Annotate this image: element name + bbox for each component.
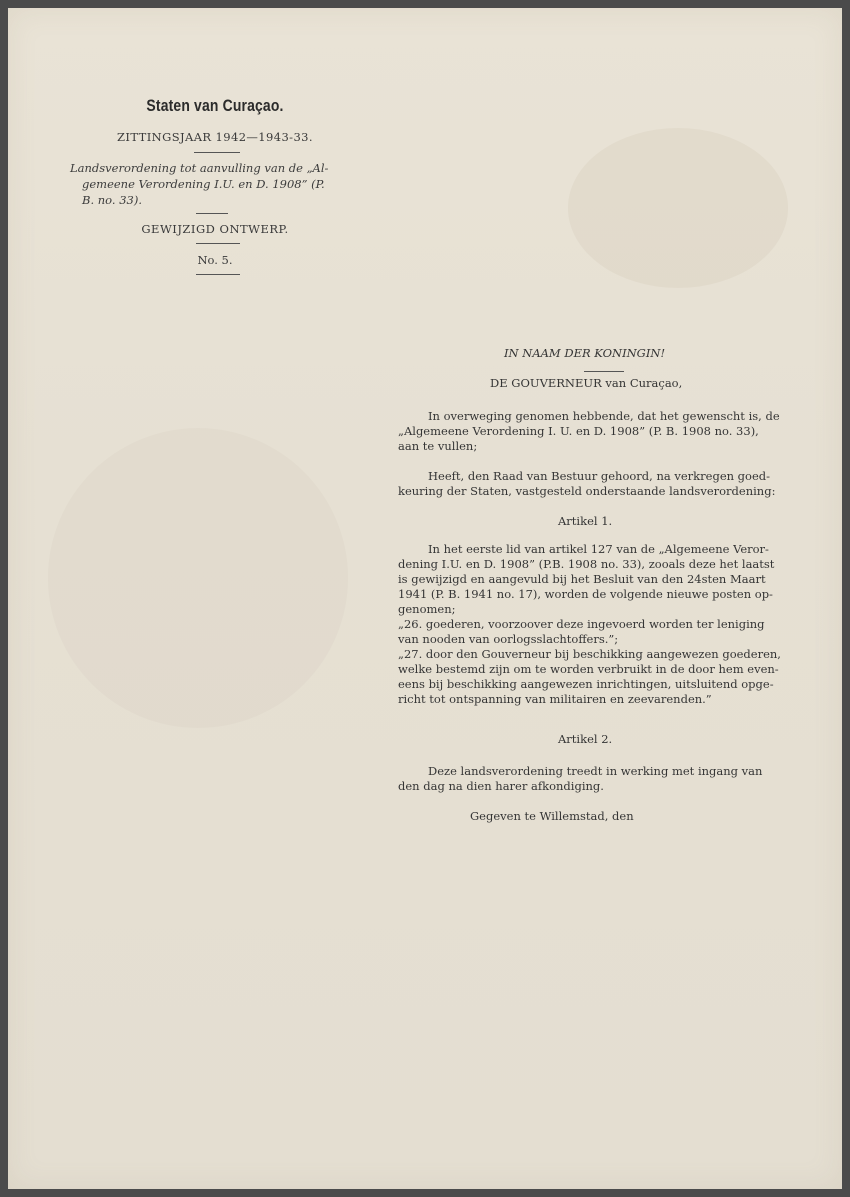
draft-label: GEWIJZIGD ONTWERP.	[141, 222, 289, 236]
bill-subject	[70, 160, 365, 208]
subject-line: Landsverordening tot aanvulling van de „Al-	[70, 161, 329, 175]
article-1-line: In het eerste lid van artikel 127 van de „Algemeene Veror-	[428, 542, 769, 556]
article-1-line: van nooden van oorlogsslachtoffers.”;	[398, 632, 619, 646]
parliament-title: Staten van Curaçao.	[146, 96, 284, 115]
divider	[196, 274, 240, 275]
closing-line: Gegeven te Willemstad, den	[470, 809, 634, 823]
article-1-line: „27. door den Gouverneur bij beschikking aangewezen goederen,	[398, 647, 781, 661]
considering-line: In overweging genomen hebbende, dat het gewenscht is, de	[428, 409, 780, 423]
article-2-line: Deze landsverordening treedt in werking met ingang van	[428, 764, 763, 778]
session-year: ZITTINGSJAAR 1942—1943-33.	[117, 130, 313, 144]
article-1-line: eens bij beschikking aangewezen inrichtingen, uitsluitend opge-	[398, 677, 774, 691]
subject-line: gemeene Verordening I.U. en D. 1908” (P.	[82, 177, 325, 191]
divider	[196, 213, 228, 214]
invocation: IN NAAM DER KONINGIN!	[504, 346, 666, 360]
divider	[584, 371, 624, 372]
article-1-line: welke bestemd zijn om te worden verbruikt in de door hem even-	[398, 662, 779, 676]
article-2-heading: Artikel 2.	[558, 732, 613, 746]
draft-number: No. 5.	[197, 253, 233, 267]
article-1-line: genomen;	[398, 602, 456, 616]
article-1-line: dening I.U. en D. 1908” (P.B. 1908 no. 33), zooals deze het laatst	[398, 557, 775, 571]
divider	[194, 152, 240, 153]
article-1-line: richt tot ontspanning van militairen en zeevarenden.”	[398, 692, 712, 706]
article-1-line: 1941 (P. B. 1941 no. 17), worden de volgende nieuwe posten op-	[398, 587, 773, 601]
article-1-line: is gewijzigd en aangevuld bij het Besluit van den 24sten Maart	[398, 572, 766, 586]
subject-line: B. no. 33).	[82, 193, 142, 207]
article-2-line: den dag na dien harer afkondiging.	[398, 779, 604, 793]
paper-stain	[48, 428, 348, 728]
considering-line: „Algemeene Verordening I. U. en D. 1908” (P. B. 1908 no. 33),	[398, 424, 759, 438]
divider	[196, 243, 240, 244]
document-page	[8, 8, 842, 1189]
enacting-line: keuring der Staten, vastgesteld onderstaande landsverordening:	[398, 484, 776, 498]
article-1-heading: Artikel 1.	[558, 514, 613, 528]
enacting-line: Heeft, den Raad van Bestuur gehoord, na verkregen goed-	[428, 469, 771, 483]
article-1-line: „26. goederen, voorzoover deze ingevoerd worden ter leniging	[398, 617, 765, 631]
considering-line: aan te vullen;	[398, 439, 478, 453]
governor-line: DE GOUVERNEUR van Curaçao,	[490, 376, 683, 390]
paper-stain	[568, 128, 788, 288]
